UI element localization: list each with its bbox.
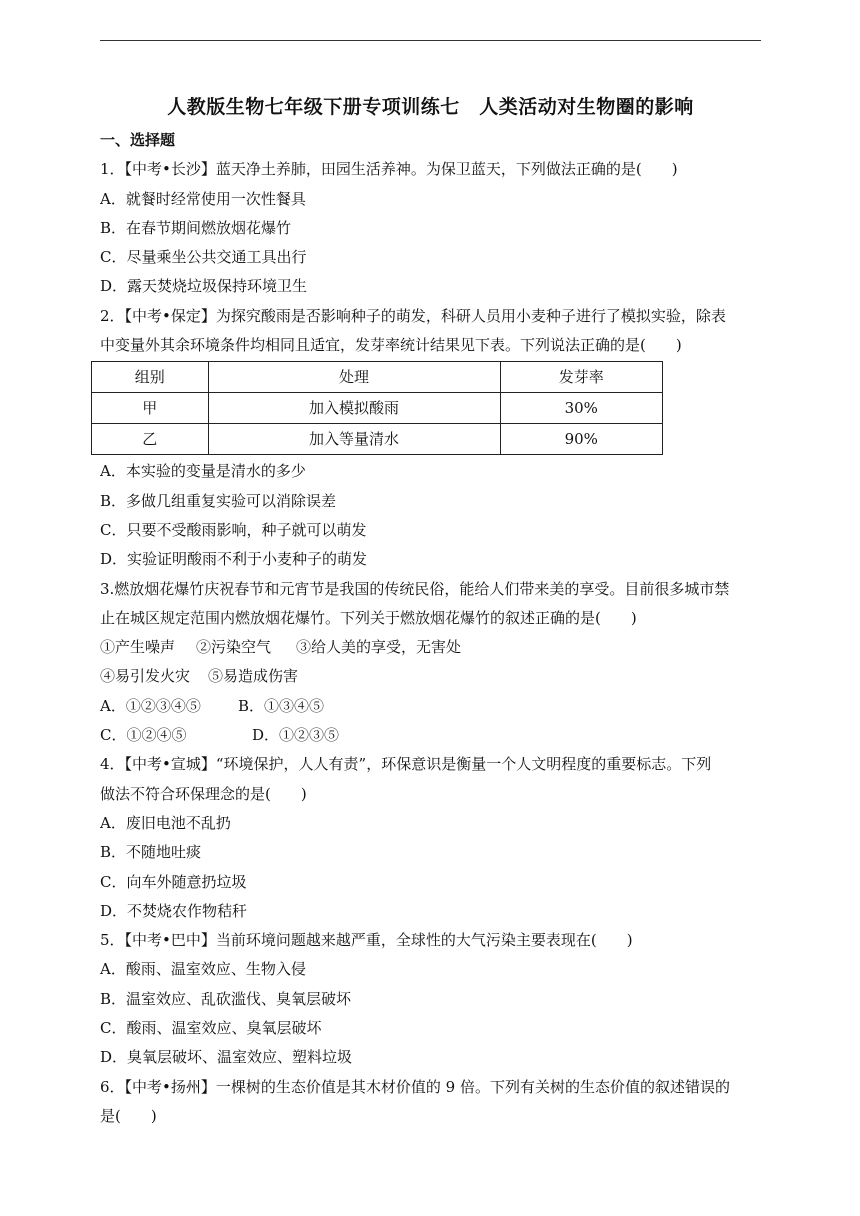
table-row [92, 424, 663, 455]
table-cell: 甲 [92, 393, 209, 424]
table-cell: 加入模拟酸雨 [208, 393, 500, 424]
table-cell: 90% [500, 424, 663, 455]
q3-statement-5: ⑤易造成伤害 [208, 667, 299, 686]
q2-option-c: C．只要不受酸雨影响，种子就可以萌发 [100, 520, 367, 539]
q5-option-b: B．温室效应、乱砍滥伐、臭氧层破坏 [100, 989, 352, 1008]
q2-stem-line1: 2．【中考•保定】为探究酸雨是否影响种子的萌发，科研人员用小麦种子进行了模拟实验，除表 [100, 306, 726, 325]
germination-table [91, 361, 663, 455]
question-list [100, 126, 764, 1131]
q1-option-b: B．在春节期间燃放烟花爆竹 [100, 218, 292, 237]
q4-option-a: A．废旧电池不乱扔 [100, 813, 231, 832]
q4-option-d: D．不焚烧农作物秸秆 [100, 901, 248, 920]
q3-options-row2 [100, 721, 764, 750]
table-cell: 乙 [92, 424, 209, 455]
q2-option-b: B．多做几组重复实验可以消除误差 [100, 491, 337, 510]
table-cell: 加入等量清水 [208, 424, 500, 455]
q6-stem-line1: 6．【中考•扬州】一棵树的生态价值是其木材价值的 9 倍。下列有关树的生态价值的叙述错误的 [100, 1077, 730, 1096]
q1-option-a: A．就餐时经常使用一次性餐具 [100, 189, 306, 208]
table-cell: 30% [500, 393, 663, 424]
section-heading: 一、选择题 [100, 131, 176, 149]
q2-option-d: D．实验证明酸雨不利于小麦种子的萌发 [100, 550, 368, 569]
q3-stem-line2: 止在城区规定范围内燃放烟花爆竹。下列关于燃放烟花爆竹的叙述正确的是( ) [100, 608, 637, 627]
q3-option-c: C．①②④⑤ [100, 726, 187, 745]
table-row [92, 393, 663, 424]
q1-stem: 1．【中考•长沙】蓝天净土养肺，田园生活养神。为保卫蓝天，下列做法正确的是( ) [100, 160, 678, 179]
q3-option-b: B．①③④⑤ [238, 696, 325, 715]
q5-option-d: D．臭氧层破坏、温室效应、塑料垃圾 [100, 1048, 353, 1067]
q3-statement-1: ①产生噪声 [100, 638, 176, 657]
q2-stem-line2: 中变量外其余环境条件均相同且适宜，发芽率统计结果见下表。下列说法正确的是( ) [100, 336, 682, 355]
q3-option-a: A．①②③④⑤ [100, 696, 201, 715]
table-header-cell: 处理 [208, 362, 500, 393]
q4-stem-line1: 4．【中考•宣城】“环境保护，人人有责”，环保意识是衡量一个人文明程度的重要标志。下列 [100, 755, 712, 774]
page-title: 人教版生物七年级下册专项训练七 人类活动对生物圈的影响 [167, 96, 694, 118]
q4-option-c: C．向车外随意扔垃圾 [100, 872, 247, 891]
q3-statements-row2 [100, 662, 764, 691]
q2-option-a: A．本实验的变量是清水的多少 [100, 462, 306, 481]
q4-option-b: B．不随地吐痰 [100, 843, 202, 862]
q3-statement-4: ④易引发火灾 [100, 667, 191, 686]
q5-stem: 5．【中考•巴中】当前环境问题越来越严重，全球性的大气污染主要表现在( ) [100, 931, 633, 950]
table-header-cell: 发芽率 [500, 362, 663, 393]
q5-option-a: A．酸雨、温室效应、生物入侵 [100, 960, 306, 979]
q3-stem-line1: 3.燃放烟花爆竹庆祝春节和元宵节是我国的传统民俗，能给人们带来美的享受。目前很多城市禁 [100, 579, 730, 598]
q3-statements-row1 [100, 633, 764, 662]
q5-option-c: C．酸雨、温室效应、臭氧层破坏 [100, 1019, 322, 1038]
q1-option-d: D．露天焚烧垃圾保持环境卫生 [100, 277, 308, 296]
q3-option-d: D．①②③⑤ [252, 726, 340, 745]
table-header-row [92, 362, 663, 393]
q3-statement-3: ③给人美的享受，无害处 [296, 638, 462, 657]
q3-statement-2: ②污染空气 [196, 638, 272, 657]
q6-stem-line2: 是( ) [100, 1106, 157, 1125]
q3-options-row1 [100, 692, 764, 721]
header-rule [100, 40, 761, 41]
q4-stem-line2: 做法不符合环保理念的是( ) [100, 784, 307, 803]
table-header-cell: 组别 [92, 362, 209, 393]
q1-option-c: C．尽量乘坐公共交通工具出行 [100, 248, 307, 267]
